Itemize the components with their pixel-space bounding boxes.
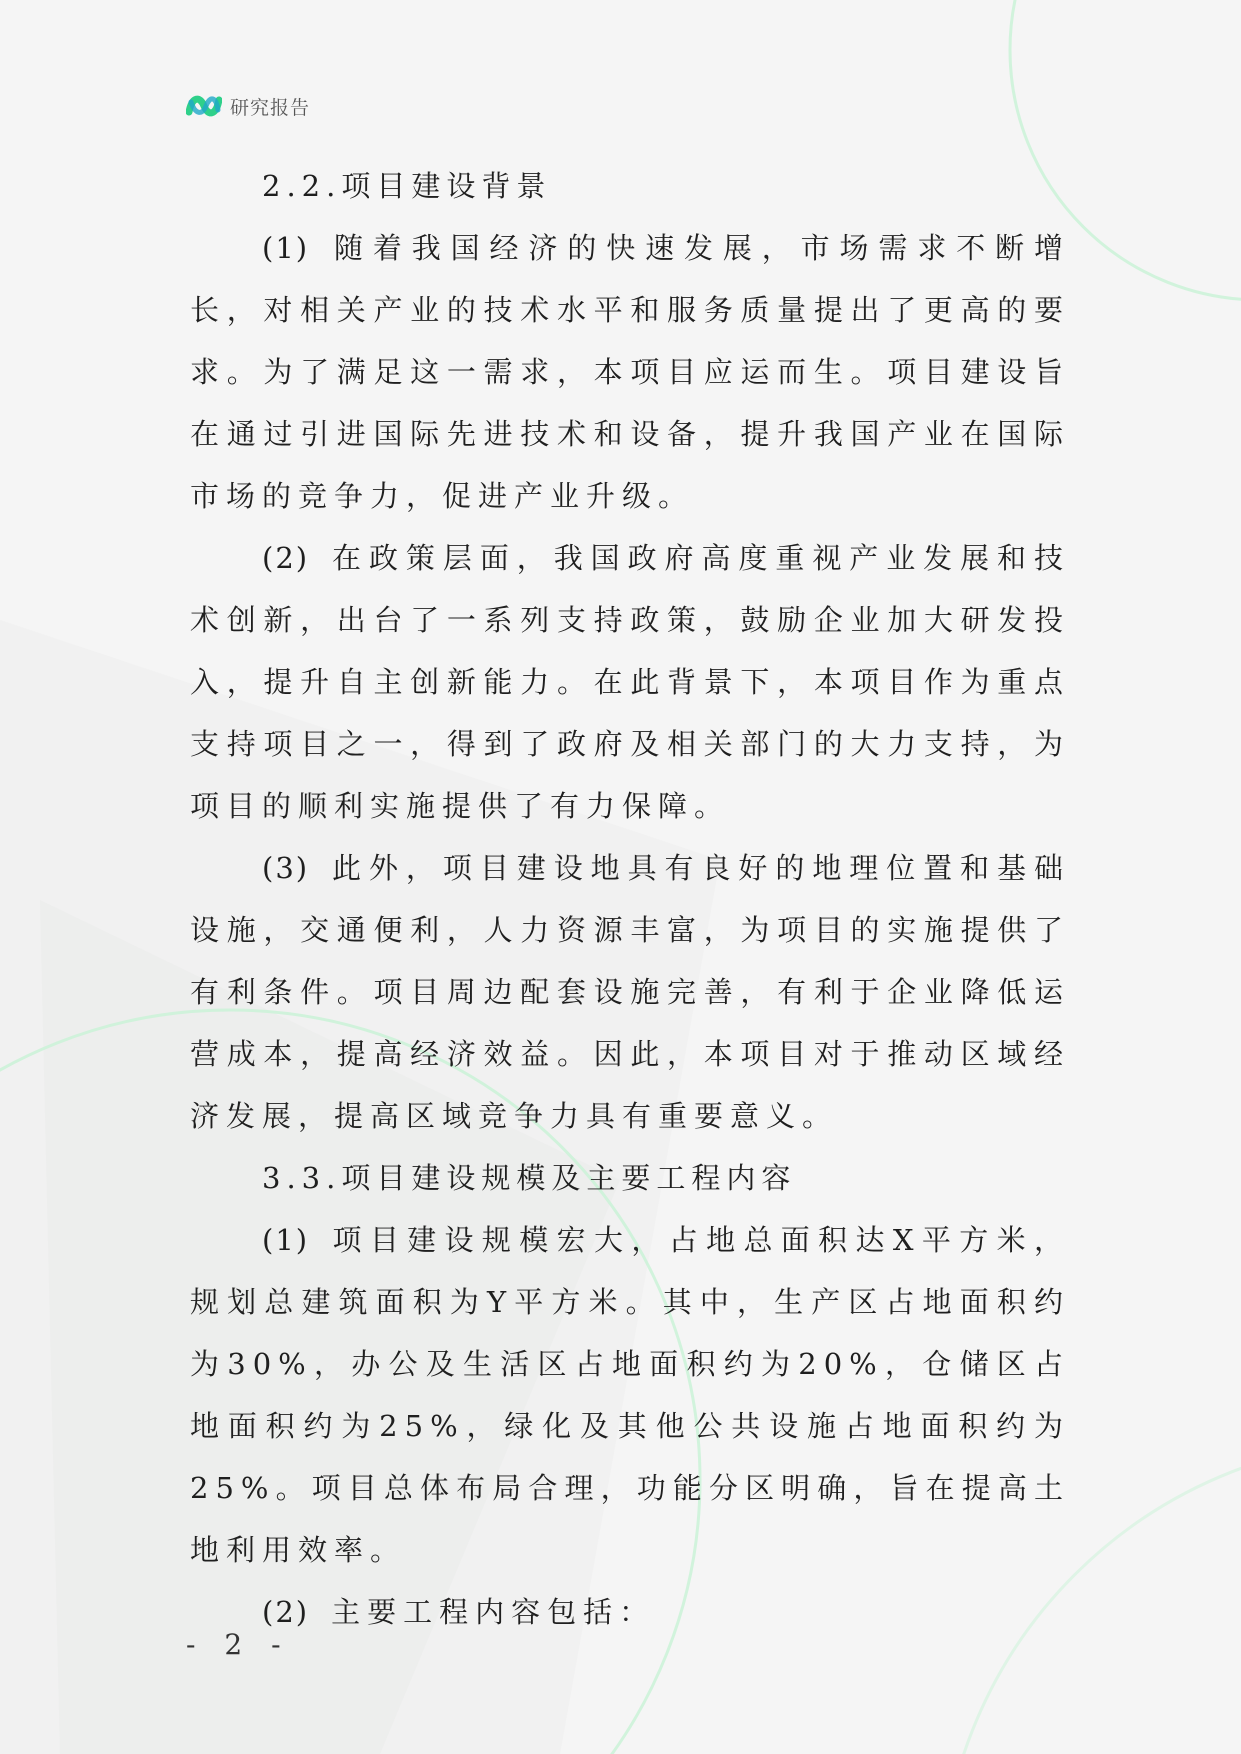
document-body xyxy=(190,155,1070,1643)
header-title: 研究报告 xyxy=(230,96,311,119)
section-heading: 3.3.项目建设规模及主要工程内容 xyxy=(262,1161,797,1195)
paragraph-text: 主要工程内容包括： xyxy=(331,1595,656,1629)
paragraph-number: (2) xyxy=(262,1595,310,1629)
paragraph-number: (3) xyxy=(262,851,310,885)
paragraph-number: (1) xyxy=(262,1223,310,1257)
paragraph xyxy=(190,527,1070,837)
paragraph-text: 在政策层面，我国政府高度重视产业发展和技术创新，出台了一系列支持政策，鼓励企业加大研发投入，提升自主创新能力。在此背景下，本项目作为重点支持项目之一，得到了政府及相关部门的大力支持，为项目的顺利实施提供了有力保障。 xyxy=(190,541,1070,823)
paragraph xyxy=(190,217,1070,527)
paragraph-text: 项目建设规模宏大，占地总面积达X平方米，规划总建筑面积为Y平方米。其中，生产区占地面积约为30%，办公及生活区占地面积约为20%，仓储区占地面积约为25%，绿化及其他公共设施占地面积约为25%。项目总体布局合理，功能分区明确，旨在提高土地利用效率。 xyxy=(190,1223,1070,1567)
paragraph-text: 随着我国经济的快速发展，市场需求不断增长，对相关产业的技术水平和服务质量提出了更高的要求。为了满足这一需求，本项目应运而生。项目建设旨在通过引进国际先进技术和设备，提升我国产业在国际市场的竞争力，促进产业升级。 xyxy=(190,231,1070,513)
page-number: - 2 - xyxy=(186,1628,291,1661)
paragraph-text: 此外，项目建设地具有良好的地理位置和基础设施，交通便利，人力资源丰富，为项目的实施提供了有利条件。项目周边配套设施完善，有利于企业降低运营成本，提高经济效益。因此，本项目对于推动区域经济发展，提高区域竞争力具有重要意义。 xyxy=(190,851,1070,1133)
document-header xyxy=(186,88,310,124)
paragraph xyxy=(190,837,1070,1147)
paragraph-number: (2) xyxy=(262,541,310,575)
section-heading: 2.2.项目建设背景 xyxy=(262,169,552,203)
paragraph-number: (1) xyxy=(262,231,310,265)
paragraph xyxy=(190,1581,1070,1643)
report-logo-icon xyxy=(186,88,222,124)
paragraph xyxy=(190,1209,1070,1581)
